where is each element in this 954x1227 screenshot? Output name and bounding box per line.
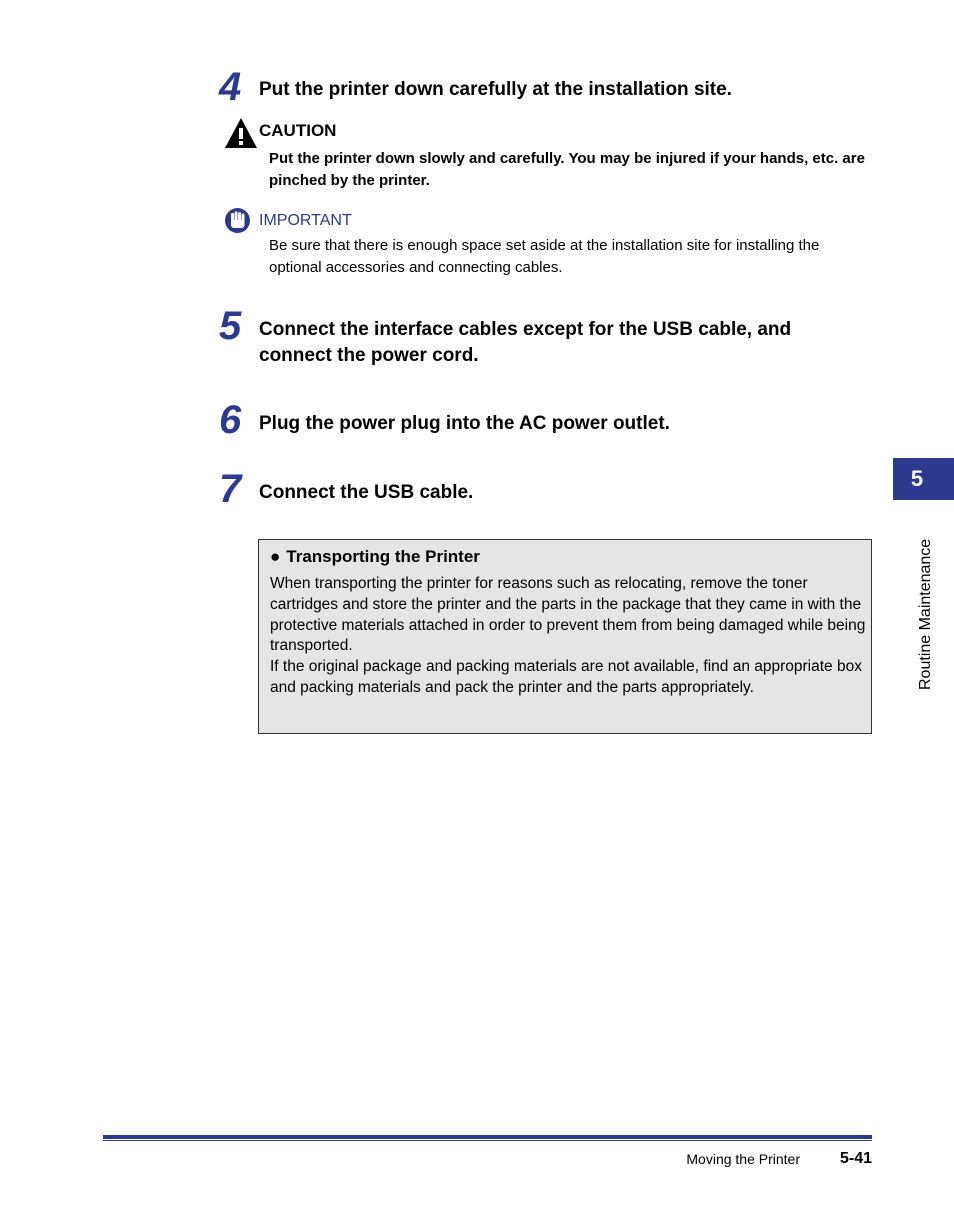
chapter-side-label: Routine Maintenance	[917, 538, 934, 690]
step-5-number: 5	[219, 304, 242, 348]
step-5-title: Connect the interface cables except for the USB cable, and connect the power cord.	[259, 319, 792, 366]
footer-rule-thin	[103, 1140, 872, 1141]
important-label: IMPORTANT	[259, 212, 352, 229]
footer-section-title: Moving the Printer	[686, 1151, 800, 1167]
step-6-title: Plug the power plug into the AC power outlet.	[259, 413, 670, 434]
step-6-number: 6	[219, 398, 242, 442]
hand-stop-icon	[224, 207, 251, 234]
note-paragraph-1: When transporting the printer for reasons such as relocating, remove the toner cartridges and store the printer and the parts in the package that they came in with the protective materials attached in order to prevent them from being damaged while being transported.	[270, 575, 866, 655]
footer-rule	[103, 1135, 872, 1139]
chapter-tab-number: 5	[910, 466, 924, 491]
note-title-text: Transporting the Printer	[286, 547, 480, 566]
step-4-title: Put the printer down carefully at the installation site.	[259, 79, 732, 100]
bullet-icon: ●	[270, 547, 281, 566]
step-4-number: 4	[219, 65, 242, 109]
note-body	[270, 574, 866, 699]
note-paragraph-2: If the original package and packing materials are not available, find an appropriate box and packing materials and pack the printer and the parts appropriately.	[270, 658, 862, 696]
step-7-number: 7	[219, 467, 242, 511]
caution-label: CAUTION	[259, 121, 337, 140]
footer-page-number: 5-41	[839, 1150, 872, 1167]
note-title	[270, 546, 480, 568]
caution-text: Put the printer down slowly and carefully. You may be injured if your hands, etc. are pinched by the printer.	[269, 150, 865, 189]
step-7-title: Connect the USB cable.	[259, 482, 474, 503]
important-text: Be sure that there is enough space set aside at the installation site for installing the optional accessories and connecting cables.	[269, 237, 820, 276]
warning-triangle-icon	[224, 117, 258, 149]
